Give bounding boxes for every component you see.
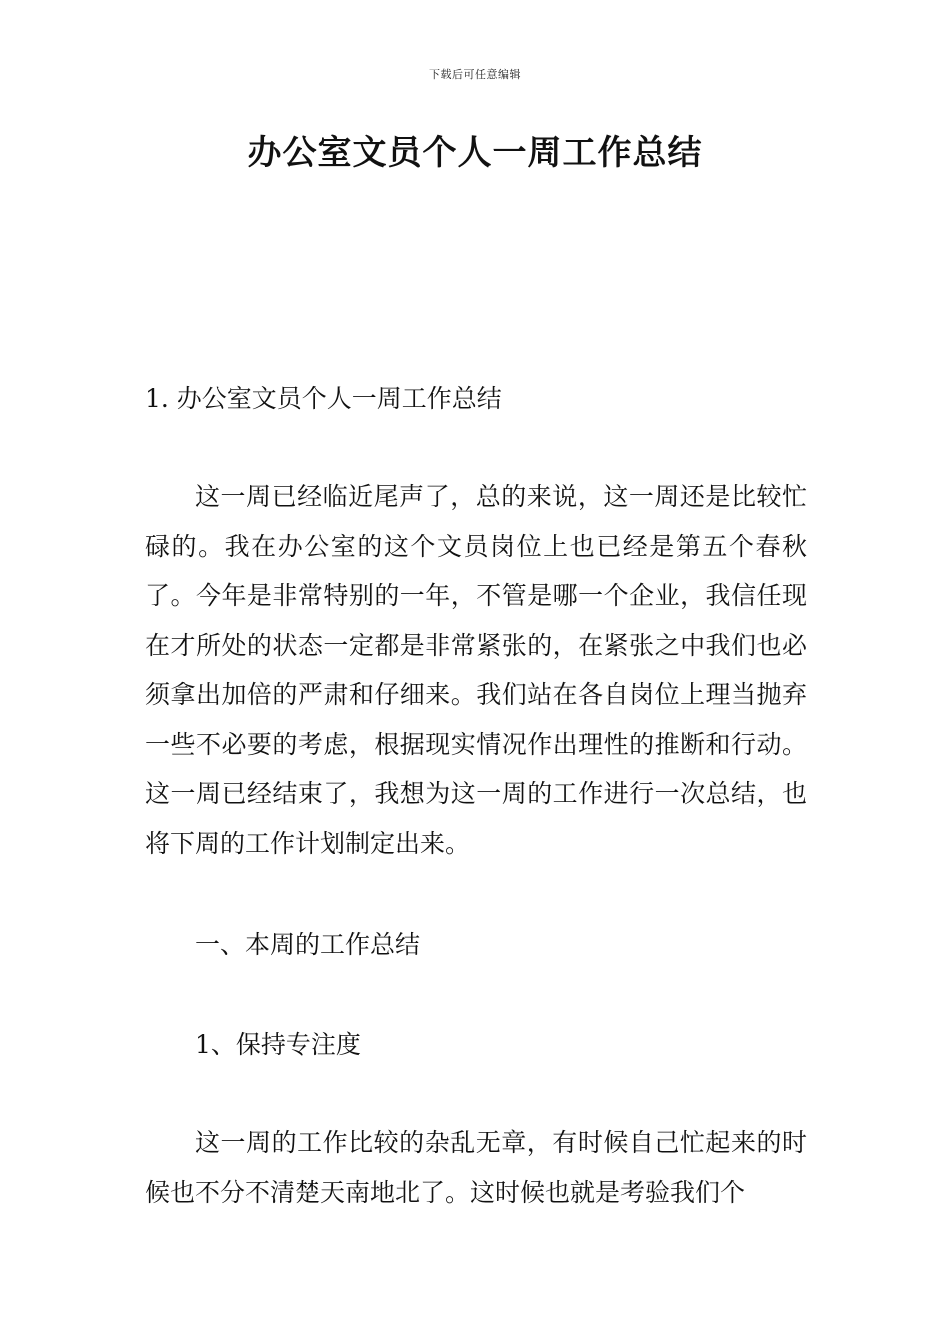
header-note: 下载后可任意编辑 [429, 68, 521, 81]
paragraph-focus: 这一周的工作比较的杂乱无章，有时候自己忙起来的时候也不分不清楚天南地北了。这时候也就是考验我们个 [145, 1128, 807, 1207]
section-heading: 1. 办公室文员个人一周工作总结 [145, 384, 502, 413]
subheading-weekly-summary: 一、本周的工作总结 [195, 930, 421, 959]
paragraph-intro: 这一周已经临近尾声了，总的来说，这一周还是比较忙碌的。我在办公室的这个文员岗位上也已经是第五个春秋了。今年是非常特别的一年，不管是哪一个企业，我信任现在才所处的状态一定都是非常紧张的，在紧张之中我们也必须拿出加倍的严肃和仔细来。我们站在各自岗位上理当抛弃一些不必要的考虑，根据现实情况作出理性的推断和行动。这一周已经结束了，我想为这一周的工作进行一次总结，也将下周的工作计划制定出来。 [145, 482, 807, 858]
document-title: 办公室文员个人一周工作总结 [247, 133, 703, 173]
subheading-focus: 1、保持专注度 [195, 1030, 361, 1059]
